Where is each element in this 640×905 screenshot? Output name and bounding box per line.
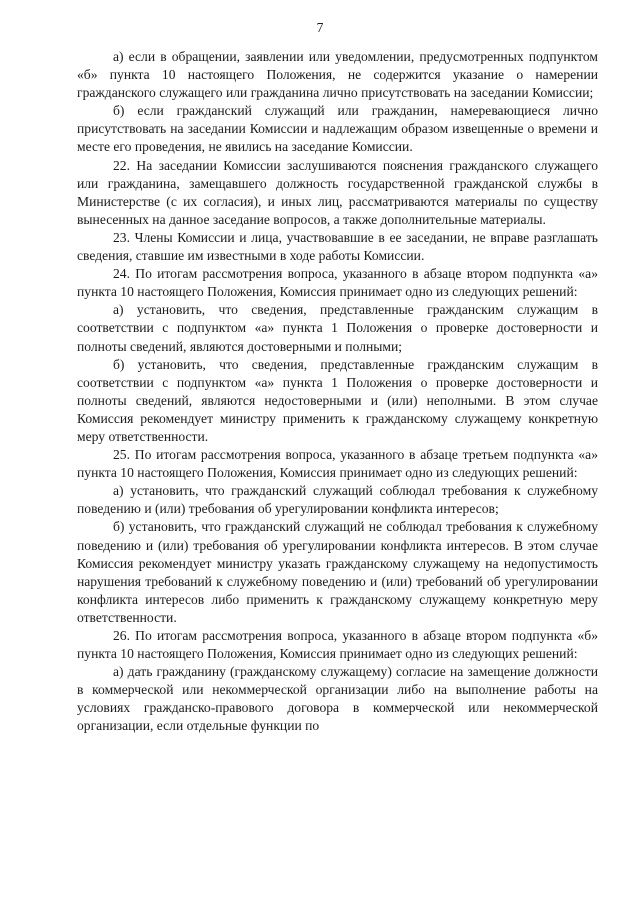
paragraph-25a: а) установить, что гражданский служащий соблюдал требования к служебному поведению и (или) требования об урегулировании конфликта интересов; [77,483,598,517]
paragraph-24: 24. По итогам рассмотрения вопроса, указанного в абзаце втором подпункта «а» пункта 10 настоящего Положения, Комиссия принимает одно из следующих решений: [77,266,598,300]
paragraph-23: 23. Члены Комиссии и лица, участвовавшие в ее заседании, не вправе разглашать сведения, ставшие им известными в ходе работы Комиссии. [77,229,598,264]
paragraph-24a: а) установить, что сведения, представленные гражданским служащим в соответствии с подпунктом «а» пункта 1 Положения о проверке достоверности и полноты сведений, являются достоверными и полными; [77,302,598,354]
paragraph-22: 22. На заседании Комиссии заслушиваются пояснения гражданского служащего или гражданина, замещавшего должность государственной гражданской службы в Министерстве (с их согласия), и иных лиц, рассматриваются материалы по существу вынесенных на данное заседание вопросов, а также дополнительные материалы. [77,157,598,227]
paragraph-21a: а) если в обращении, заявлении или уведомлении, предусмотренных подпунктом «б» пункта 10 настоящего Положения, не содержится указание о намерении гражданского служащего или гражданина лично присутствовать на заседании Комиссии; [77,49,598,101]
paragraph-24b: б) установить, что сведения, представленные гражданским служащим в соответствии с подпунктом «а» пункта 1 Положения о проверке достоверности и полноты сведений, являются недостоверными и (или) неполными. В этом случае Комиссия рекомендует министру применить к гражданскому служащему конкретную меру ответственности. [77,356,598,444]
paragraph-25: 25. По итогам рассмотрения вопроса, указанного в абзаце третьем подпункта «а» пункта 10 настоящего Положения, Комиссия принимает одно из следующих решений: [77,447,598,481]
paragraph-26a: а) дать гражданину (гражданскому служащему) согласие на замещение должности в коммерческой или некоммерческой организации либо на выполнение работы на условиях гражданско-правового договора в коммерческой или некоммерческой организации, если отдельные функции по [77,664,598,734]
page-number: 7 [316,20,324,35]
paragraph-25b: б) установить, что гражданский служащий не соблюдал требования к служебному поведению и (или) требования об урегулировании конфликта интересов. В этом случае Комиссия рекомендует министру указать гражданскому служащему на недопустимость нарушения требований к служебному поведению и (или) требований об урегулировании конфликта интересов либо применить к гражданскому служащему конкретную меру ответственности. [77,519,598,625]
document-body [77,48,598,736]
paragraph-26: 26. По итогам рассмотрения вопроса, указанного в абзаце втором подпункта «б» пункта 10 настоящего Положения, Комиссия принимает одно из следующих решений: [77,628,598,662]
paragraph-21b: б) если гражданский служащий или гражданин, намеревающиеся лично присутствовать на заседании Комиссии и надлежащим образом извещенные о времени и месте его проведения, не явились на заседание Комиссии. [77,103,598,155]
